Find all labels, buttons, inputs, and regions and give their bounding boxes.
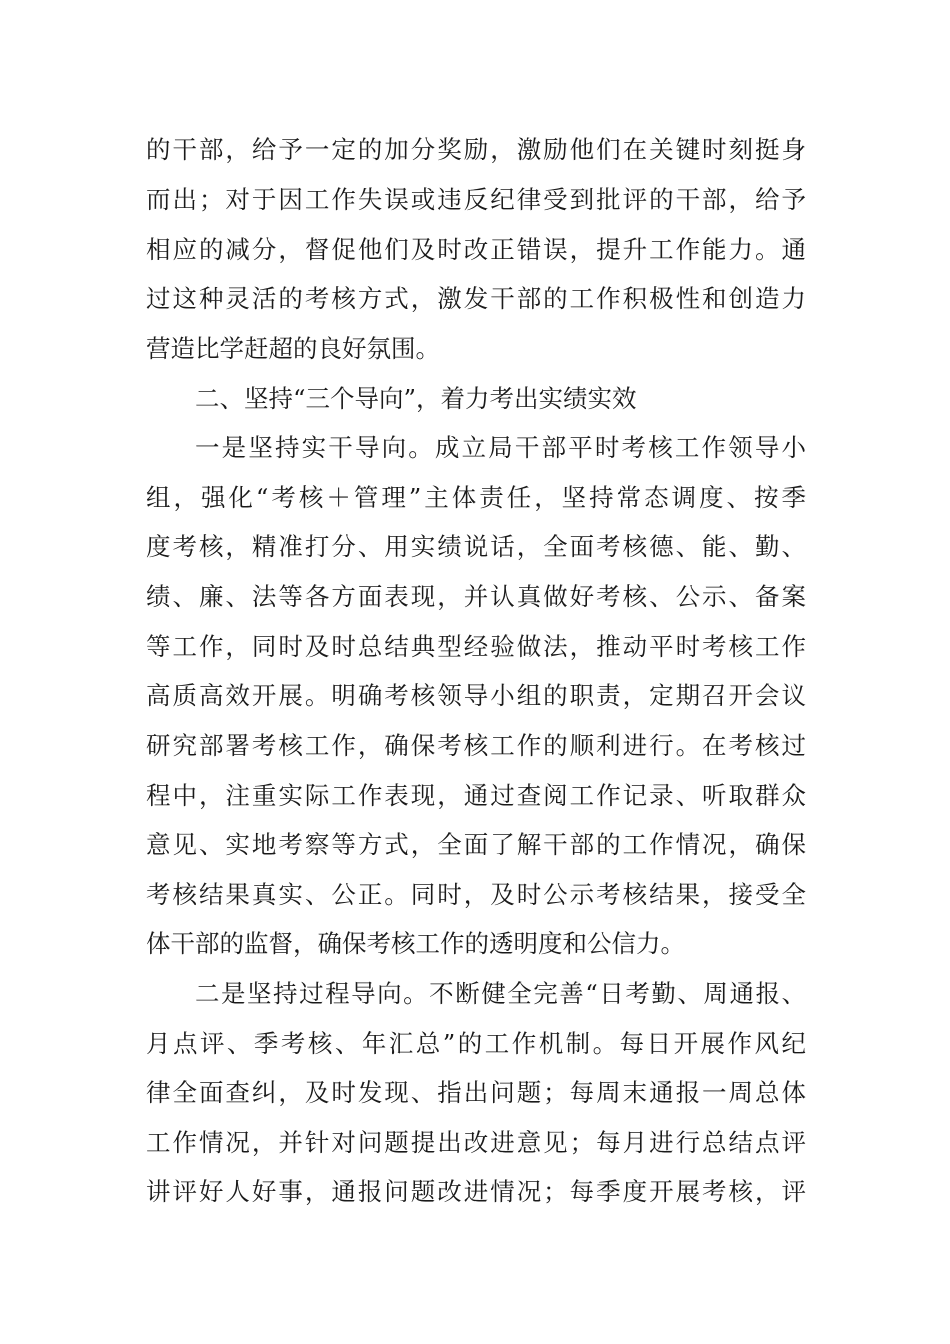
text-line: 体干部的监督，确保考核工作的透明度和公信力。 [146, 929, 685, 958]
text-line: 营造比学赶超的良好氛围。 [146, 334, 440, 363]
text-line: 研究部署考核工作，确保考核工作的顺利进行。在考核过 [146, 731, 806, 760]
text-line: 月点评、季考核、年汇总”的工作机制。每日开展作风纪 [146, 1029, 806, 1058]
text-line: 工作情况，并针对问题提出改进意见；每月进行总结点评 [146, 1128, 806, 1157]
text-line: 意见、实地考察等方式，全面了解干部的工作情况，确保 [146, 830, 806, 859]
section-heading: 二、坚持“三个导向”，着力考出实绩实效 [195, 384, 637, 413]
text-line: 的干部，给予一定的加分奖励，激励他们在关键时刻挺身 [146, 135, 806, 164]
text-line: 一是坚持实干导向。成立局干部平时考核工作领导小 [195, 433, 806, 462]
text-line: 律全面查纠，及时发现、指出问题；每周末通报一周总体 [146, 1078, 806, 1107]
text-line: 二是坚持过程导向。不断健全完善“日考勤、周通报、 [195, 979, 806, 1008]
text-line: 讲评好人好事，通报问题改进情况；每季度开展考核，评 [146, 1177, 806, 1206]
text-line: 过这种灵活的考核方式，激发干部的工作积极性和创造力 [146, 284, 806, 313]
text-line: 而出；对于因工作失误或违反纪律受到批评的干部，给予 [146, 185, 806, 214]
text-line: 等工作，同时及时总结典型经验做法，推动平时考核工作 [146, 632, 806, 661]
text-line: 绩、廉、法等各方面表现，并认真做好考核、公示、备案 [146, 582, 806, 611]
text-line: 度考核，精准打分、用实绩说话，全面考核德、能、勤、 [146, 532, 806, 561]
text-line: 程中，注重实际工作表现，通过查阅工作记录、听取群众 [146, 781, 806, 810]
text-line: 相应的减分，督促他们及时改正错误，提升工作能力。通 [146, 235, 806, 264]
text-line: 考核结果真实、公正。同时，及时公示考核结果，接受全 [146, 880, 806, 909]
text-line: 高质高效开展。明确考核领导小组的职责，定期召开会议 [146, 681, 806, 710]
text-line: 组，强化“考核＋管理”主体责任，坚持常态调度、按季 [146, 483, 806, 512]
